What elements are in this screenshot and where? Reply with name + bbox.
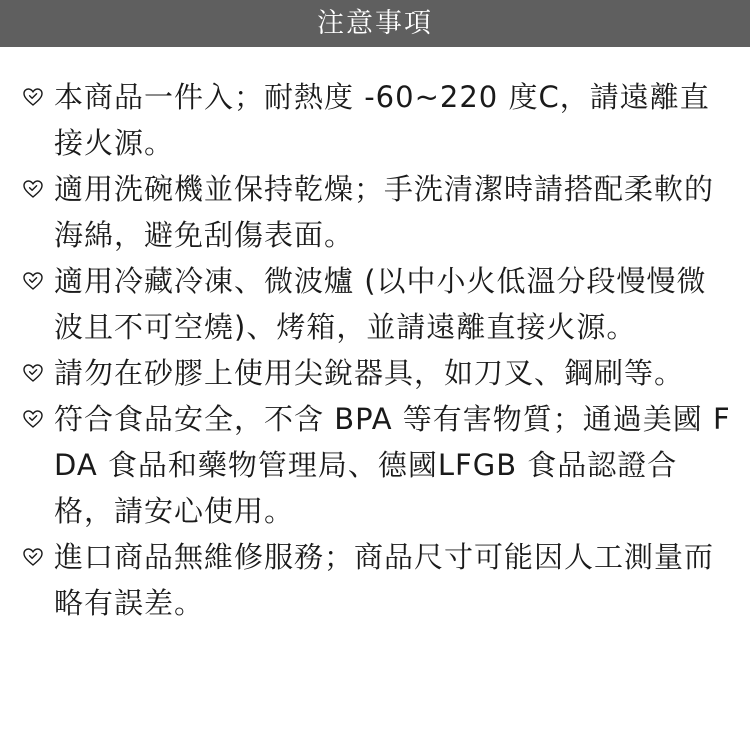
notice-item [22,534,734,626]
notice-item [22,74,734,166]
notice-text: 適用冷藏冷凍、微波爐 (以中小火低溫分段慢慢微波且不可空燒)、烤箱，並請遠離直接火源。 [54,264,707,344]
notice-text: 進口商品無維修服務；商品尺寸可能因人工測量而略有誤差。 [54,540,715,620]
heart-check-icon [22,534,54,580]
notice-list [22,74,734,626]
notice-text: 本商品一件入；耐熱度 -60~220 度C，請遠離直接火源。 [54,80,710,160]
heart-check-icon [22,74,54,120]
notice-item [22,396,734,534]
heart-check-icon [22,350,54,396]
page-title: 注意事項 [317,8,433,39]
notice-text: 符合食品安全，不含 BPA 等有害物質；通過美國 FDA 食品和藥物管理局、德國LFGB 食品認證合格，請安心使用。 [54,402,731,528]
notice-item [22,166,734,258]
notice-text: 請勿在砂膠上使用尖銳器具，如刀叉、鋼刷等。 [54,356,685,390]
heart-check-icon [22,396,54,442]
heart-check-icon [22,166,54,212]
notice-text: 適用洗碗機並保持乾燥；手洗清潔時請搭配柔軟的海綿，避免刮傷表面。 [54,172,715,252]
notice-item [22,258,734,350]
heart-check-icon [22,258,54,304]
notice-item [22,350,734,396]
